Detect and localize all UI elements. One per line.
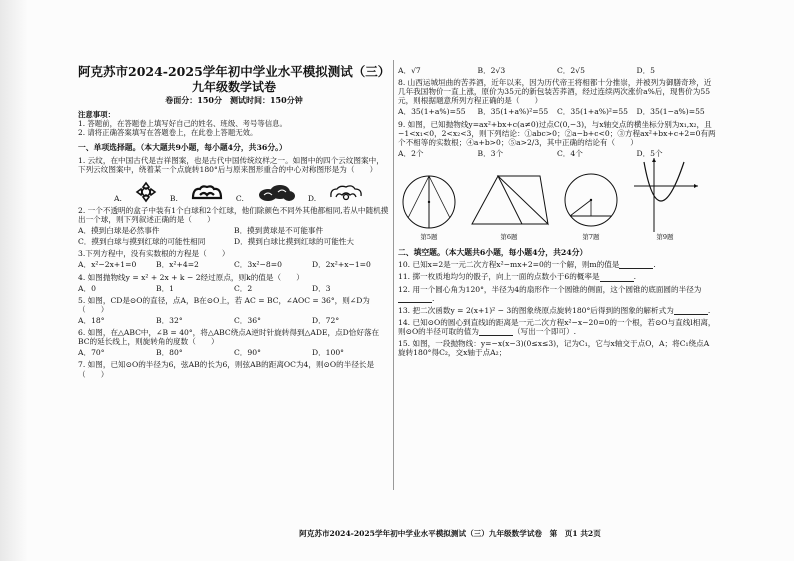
q5-option-d: D．72° xyxy=(312,316,340,326)
q3-option-b: B．x²+4=2 xyxy=(156,260,199,270)
q7-option-d: D．5 xyxy=(636,66,656,75)
q14-blank[interactable] xyxy=(479,328,513,336)
figure-6-label: 第6题 xyxy=(500,233,518,242)
q6-option-d: D．100° xyxy=(312,348,344,358)
notes-item-2: 2. 请将正确答案填写在答题卷上，在此卷上答题无效。 xyxy=(78,128,258,138)
q15-stem: 15. 如图，一段抛物线：y=−x(x−3)(0≤x≤3)，记为C₁，它与x轴交于点O，A；将C₁绕点A旋转180°得C₂，交x轴于点A₂； xyxy=(398,339,710,358)
circle-diameter-figure xyxy=(398,168,460,234)
rotated-triangle-figure xyxy=(466,168,552,234)
exam-title: 阿克苏市2024-2025学年初中学业水平模拟测试（三） xyxy=(78,64,391,79)
q1-label-b: B. xyxy=(169,193,178,203)
q4-option-c: C．2 xyxy=(234,283,253,293)
q7-stem: 7. 如图，已知⊙O的半径为6，弦AB的长为6，则弦AB的距离OC为4，则⊙O的半径长是（ ） xyxy=(78,360,375,379)
scan-shadow xyxy=(0,0,28,561)
q13-stem: 13. 把二次函数y = 2(x+1)² − 3的图象绕原点旋转180°后得到的图象的解析式为 xyxy=(398,305,674,315)
q5-option-a: A．18° xyxy=(78,316,105,326)
left-column xyxy=(78,58,390,379)
q11-blank[interactable] xyxy=(600,274,634,282)
figure-5 xyxy=(398,168,460,242)
section-1-heading: 一、单项选择题。（本大题共9小题，每小题4分，共36分。） xyxy=(78,143,287,153)
q8-option-b: B．35(1+a%)²=55 xyxy=(477,107,549,117)
question-7 xyxy=(78,360,390,378)
circle-chord-figure xyxy=(558,168,624,234)
q8-option-a: A．35(1+a%)=55 xyxy=(398,107,466,117)
figure-9 xyxy=(630,156,700,242)
q14-stem: 14. 已知⊙O的圆心到直线l的距离是一元二次方程x²−x−20=0的一个根，若⊙O与直线l相离，则⊙O的半径可取的值为 xyxy=(398,317,716,336)
notes-heading: 注意事项： xyxy=(78,109,115,119)
q3-option-d: D．2x²+x−1=0 xyxy=(312,260,371,270)
q1-label-d: D. xyxy=(307,193,317,203)
parabola-figure xyxy=(630,156,700,234)
q11-stem: 11. 掷一枚质地均匀的骰子，向上一面的点数小于6的概率是 xyxy=(398,272,600,282)
question-1 xyxy=(78,156,390,203)
q12-stem: 12. 用一个圆心角为120°，半径为4的扇形作一个圆锥的侧面，这个圆锥的底面圆的半径为 xyxy=(398,284,702,294)
figure-5-label: 第5题 xyxy=(420,233,438,242)
question-8 xyxy=(398,78,716,116)
q9-option-c: C．4个 xyxy=(557,148,583,158)
q1-label-a: A. xyxy=(114,193,122,203)
score-time: 卷面分：150分 测试时间：150分钟 xyxy=(165,95,303,106)
question-14 xyxy=(398,318,716,336)
cloud-pattern-a-icon xyxy=(134,181,158,203)
q1-label-c: C. xyxy=(235,193,244,203)
notes xyxy=(78,110,390,138)
question-10: 10. 已知x=2是一元二次方程x²−mx+2=0的一个解，则m的值是 . xyxy=(398,260,656,270)
question-9 xyxy=(398,120,716,158)
q3-stem: 3.下列方程中，没有实数根的方程是（ ） xyxy=(78,249,230,259)
q2-option-a: A．摸到白球是必然事件 xyxy=(78,226,160,236)
question-12: 12. 用一个圆心角为120°，半径为4的扇形作一个圆锥的侧面，这个圆锥的底面圆的半径为. xyxy=(398,284,702,303)
figure-6 xyxy=(466,168,552,242)
q9-stem: 9. 如图，已知抛物线y=ax²+bx+c(a≠0)过点C(0,−3)，与x轴交点的横坐标分别为x₁,x₂，且−1<x₁<0，2<x₂<3，则下列结论：①abc>0；②a−b+c<0；③方程ax²+bx+c+2=0有两个不相等的实数根；④a+b>0；⑤a>2/3，其中正确的结论有（ ） xyxy=(398,119,716,147)
q5-stem: 5. 如图，CD是⊙O的直径，点A，B在⊙O上，若 AC = BC，∠AOC = 36°，则∠D为（ ） xyxy=(78,295,370,314)
q9-option-d: D．5个 xyxy=(636,148,663,158)
q2-option-d: D．摸到白球比摸到红球的可能性大 xyxy=(234,237,354,247)
q6-option-c: C．90° xyxy=(234,348,261,358)
question-13: 13. 把二次函数y = 2(x+1)² − 3的图象绕原点旋转180°后得到的图象的解析式为 . xyxy=(398,305,711,315)
q2-option-b: B．摸到黄球是不可能事件 xyxy=(234,226,324,236)
q12-blank[interactable] xyxy=(398,295,432,303)
q6-option-a: A．70° xyxy=(78,348,105,358)
notes-item-1: 1. 答题前，在答题卷上填写好自己的姓名、班级、考号等信息。 xyxy=(78,118,287,128)
q8-option-c: C．35(1+a%)²=55 xyxy=(557,107,628,117)
q14-tail: （写出一个即可）. xyxy=(512,326,577,336)
q8-stem: 8. 山西运城垣曲的苦荞酒，近年以来，因为历代帝王将相都十分推崇，并被列为御膳奇珍，近几年我国物价一直上涨，原价为35元的新包装苦荞酒，经过连续两次涨价a%后，现售价为55元，则根据题意所列方程正确的是（ ） xyxy=(398,78,712,106)
cloud-pattern-b-icon xyxy=(190,183,224,203)
q10-stem: 10. 已知x=2是一元二次方程x²−mx+2=0的一个解，则m的值是 xyxy=(398,260,620,270)
q4-stem: 4. 如图抛物线y = x² + 2x + k − 2经过原点，则k的值是（ ） xyxy=(78,272,304,282)
q10-blank[interactable] xyxy=(619,261,653,269)
q7-option-c: C．2√5 xyxy=(557,66,585,75)
q13-blank[interactable] xyxy=(674,307,708,315)
q7-option-b: B．2√3 xyxy=(477,66,506,75)
figure-7 xyxy=(558,168,624,242)
q1-stem: 1. 云纹，在中国古代是吉祥图案，也是古代中国传统纹样之一。如图中的四个云纹图案中，下列云纹图案中，绕着某一个点旋转180°后与原来图形重合的中心对称图形是为（ ） xyxy=(78,155,384,174)
q4-option-d: D．3 xyxy=(312,283,331,293)
q4-option-b: B．1 xyxy=(156,283,175,293)
q5-option-c: C．36° xyxy=(234,316,261,326)
q3-option-a: A．x²−2x+1=0 xyxy=(78,260,137,270)
column-divider xyxy=(393,60,394,490)
figure-7-label: 第7题 xyxy=(582,233,600,242)
q2-stem: 2. 一个不透明的盒子中装有1个白球和2个红球，他们除颜色不同外其他都相同,若从中随机摸出一个球，则下列叙述正确的是（ ） xyxy=(78,205,389,225)
page-footer: 阿克苏市2024-2025学年初中学业水平模拟测试（三）九年级数学试卷 第 页1 共2页 xyxy=(299,529,601,538)
q9-option-b: B．3个 xyxy=(477,148,504,158)
cloud-pattern-c-icon xyxy=(256,183,296,203)
question-4 xyxy=(78,273,390,293)
cloud-pattern-d-icon xyxy=(328,183,364,203)
section-2-heading: 二、填空题。（本大题共6小题，每小题4分，共24分） xyxy=(398,247,588,257)
q6-stem: 6. 如图，在△ABC中，∠B = 40°，将△ABC绕点A逆时针旋转得到△ADE，点D恰好落在BC的延长线上，则旋转角的度数（ ） xyxy=(78,328,380,347)
q6-option-b: B．80° xyxy=(156,348,183,358)
q7-option-a: A．√7 xyxy=(398,66,421,75)
q4-option-a: A．0 xyxy=(78,283,96,293)
figures-row xyxy=(398,162,716,242)
question-15 xyxy=(398,339,716,357)
question-11: 11. 掷一枚质地均匀的骰子，向上一面的点数小于6的概率是 . xyxy=(398,272,636,282)
question-6 xyxy=(78,328,390,357)
right-column xyxy=(398,58,716,357)
q5-option-b: B．32° xyxy=(156,316,183,326)
q8-option-d: D．35(1−a%)=55 xyxy=(636,107,705,117)
q9-option-a: A．2个 xyxy=(398,148,424,158)
q2-option-c: C．摸到白球与摸到红球的可能性相同 xyxy=(78,237,206,247)
q1-figures xyxy=(114,177,390,203)
q3-option-c: C．3x²−8=0 xyxy=(234,260,282,270)
exam-subtitle: 九年级数学试卷 xyxy=(191,79,276,94)
question-2 xyxy=(78,206,390,246)
figure-9-label: 第9题 xyxy=(656,233,674,242)
question-5 xyxy=(78,296,390,325)
question-3 xyxy=(78,249,390,269)
